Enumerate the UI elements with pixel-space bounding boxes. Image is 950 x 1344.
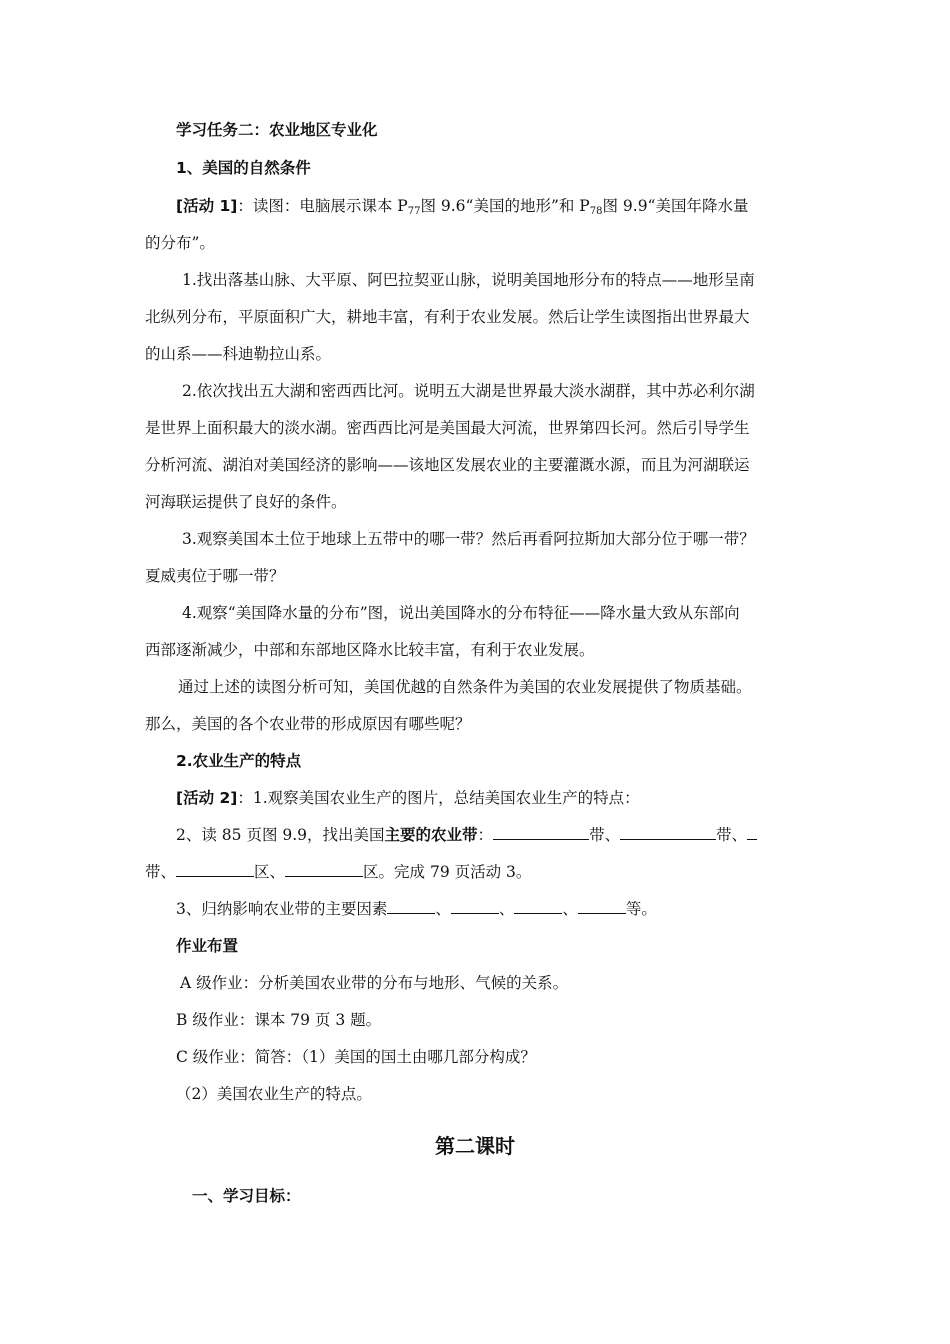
activity2-text: ：1.观察美国农业生产的图片，总结美国农业生产的特点： bbox=[237, 789, 640, 807]
p4-line2: 西部逐渐减少，中部和东部地区降水比较丰富，有利于农业发展。 bbox=[145, 641, 595, 659]
blank-zone-2[interactable] bbox=[285, 862, 363, 877]
blank-factor-3[interactable] bbox=[514, 899, 562, 914]
activity2-label: [活动 2] bbox=[176, 789, 238, 807]
q2-line2 bbox=[145, 862, 815, 882]
q2-text: 2、读 85 页图 9.9，找出美国 bbox=[176, 826, 385, 844]
belt-suffix-2: 带、 bbox=[716, 826, 748, 844]
p1-line3: 的山系——科迪勒拉山系。 bbox=[145, 345, 332, 363]
belt-suffix-3: 带、 bbox=[145, 863, 177, 881]
blank-belt-1[interactable] bbox=[493, 825, 589, 840]
page-ref-2: 78 bbox=[589, 206, 603, 217]
p4-line1: 4.观察“美国降水量的分布”图，说出美国降水的分布特征——降水量大致从东部向 bbox=[182, 604, 740, 622]
homework-c-2: （2）美国农业生产的特点。 bbox=[176, 1085, 372, 1103]
q2-line1 bbox=[176, 825, 846, 845]
p1-line2: 北纵列分布，平原面积广大，耕地丰富，有利于农业发展。然后让学生读图指出世界最大 bbox=[145, 308, 750, 326]
q3-text: 3、归纳影响农业带的主要因素 bbox=[176, 900, 388, 918]
homework-c: C 级作业：简答：（1）美国的国土由哪几部分构成？ bbox=[176, 1048, 536, 1066]
blank-factor-2[interactable] bbox=[451, 899, 499, 914]
blank-factor-4[interactable] bbox=[578, 899, 626, 914]
section2-title: 2.农业生产的特点 bbox=[176, 752, 302, 770]
q2-colon: ： bbox=[477, 826, 494, 844]
q3-end: 等。 bbox=[625, 900, 657, 918]
activity1-text-a: ：读图：电脑展示课本 P bbox=[237, 197, 408, 215]
activity2-line bbox=[176, 788, 846, 808]
q3-sep-2: 、 bbox=[498, 900, 515, 918]
lesson2-title: 第二课时 bbox=[435, 1134, 515, 1158]
p3-line2: 夏威夷位于哪一带？ bbox=[145, 567, 285, 585]
p2-line1: 2.依次找出五大湖和密西西比河。说明五大湖是世界最大淡水湖群，其中苏必利尔湖 bbox=[182, 382, 755, 400]
belt-suffix-1: 带、 bbox=[589, 826, 621, 844]
q3-sep-3: 、 bbox=[562, 900, 578, 918]
page-ref-1: 77 bbox=[407, 206, 421, 217]
activity1-line1 bbox=[176, 196, 846, 222]
task2-title: 学习任务二：农业地区专业化 bbox=[176, 121, 378, 139]
homework-a: A 级作业：分析美国农业带的分布与地形、气候的关系。 bbox=[180, 974, 569, 992]
zone-suffix-1: 区、 bbox=[254, 863, 286, 881]
homework-title: 作业布置 bbox=[176, 937, 239, 955]
activity1-text-c: 图 9.9“美国年降水量 bbox=[602, 197, 749, 215]
homework-b: B 级作业：课本 79 页 3 题。 bbox=[176, 1011, 382, 1029]
learning-goals-title: 一、学习目标： bbox=[192, 1187, 301, 1205]
section1-title: 1、美国的自然条件 bbox=[176, 159, 311, 177]
p2-line4: 河海联运提供了良好的条件。 bbox=[145, 493, 347, 511]
activity1-line2: 的分布”。 bbox=[145, 234, 215, 252]
q2-bold-text: 主要的农业带 bbox=[384, 826, 478, 844]
p2-line2: 是世界上面积最大的淡水湖。密西西比河是美国最大河流，世界第四长河。然后引导学生 bbox=[145, 419, 750, 437]
blank-belt-3-start[interactable] bbox=[747, 825, 757, 840]
blank-zone-1[interactable] bbox=[176, 862, 254, 877]
p1-line1: 1.找出落基山脉、大平原、阿巴拉契亚山脉，说明美国地形分布的特点——地形呈南 bbox=[182, 271, 755, 289]
blank-factor-1[interactable] bbox=[387, 899, 435, 914]
activity1-label: [活动 1] bbox=[176, 197, 238, 215]
p3-line1: 3.观察美国本土位于地球上五带中的哪一带？然后再看阿拉斯加大部分位于哪一带？ bbox=[182, 530, 755, 548]
p2-line3: 分析河流、湖泊对美国经济的影响——该地区发展农业的主要灌溉水源，而且为河湖联运 bbox=[145, 456, 750, 474]
activity1-text-b: 图 9.6“美国的地形”和 P bbox=[420, 197, 590, 215]
blank-belt-2[interactable] bbox=[620, 825, 716, 840]
p5-line1: 通过上述的读图分析可知，美国优越的自然条件为美国的农业发展提供了物质基础。 bbox=[178, 678, 752, 696]
p5-line2: 那么，美国的各个农业带的形成原因有哪些呢？ bbox=[145, 715, 471, 733]
q3-sep-1: 、 bbox=[435, 900, 451, 918]
q3-line bbox=[176, 899, 846, 919]
zone-suffix-2: 区。完成 79 页活动 3。 bbox=[363, 863, 532, 881]
